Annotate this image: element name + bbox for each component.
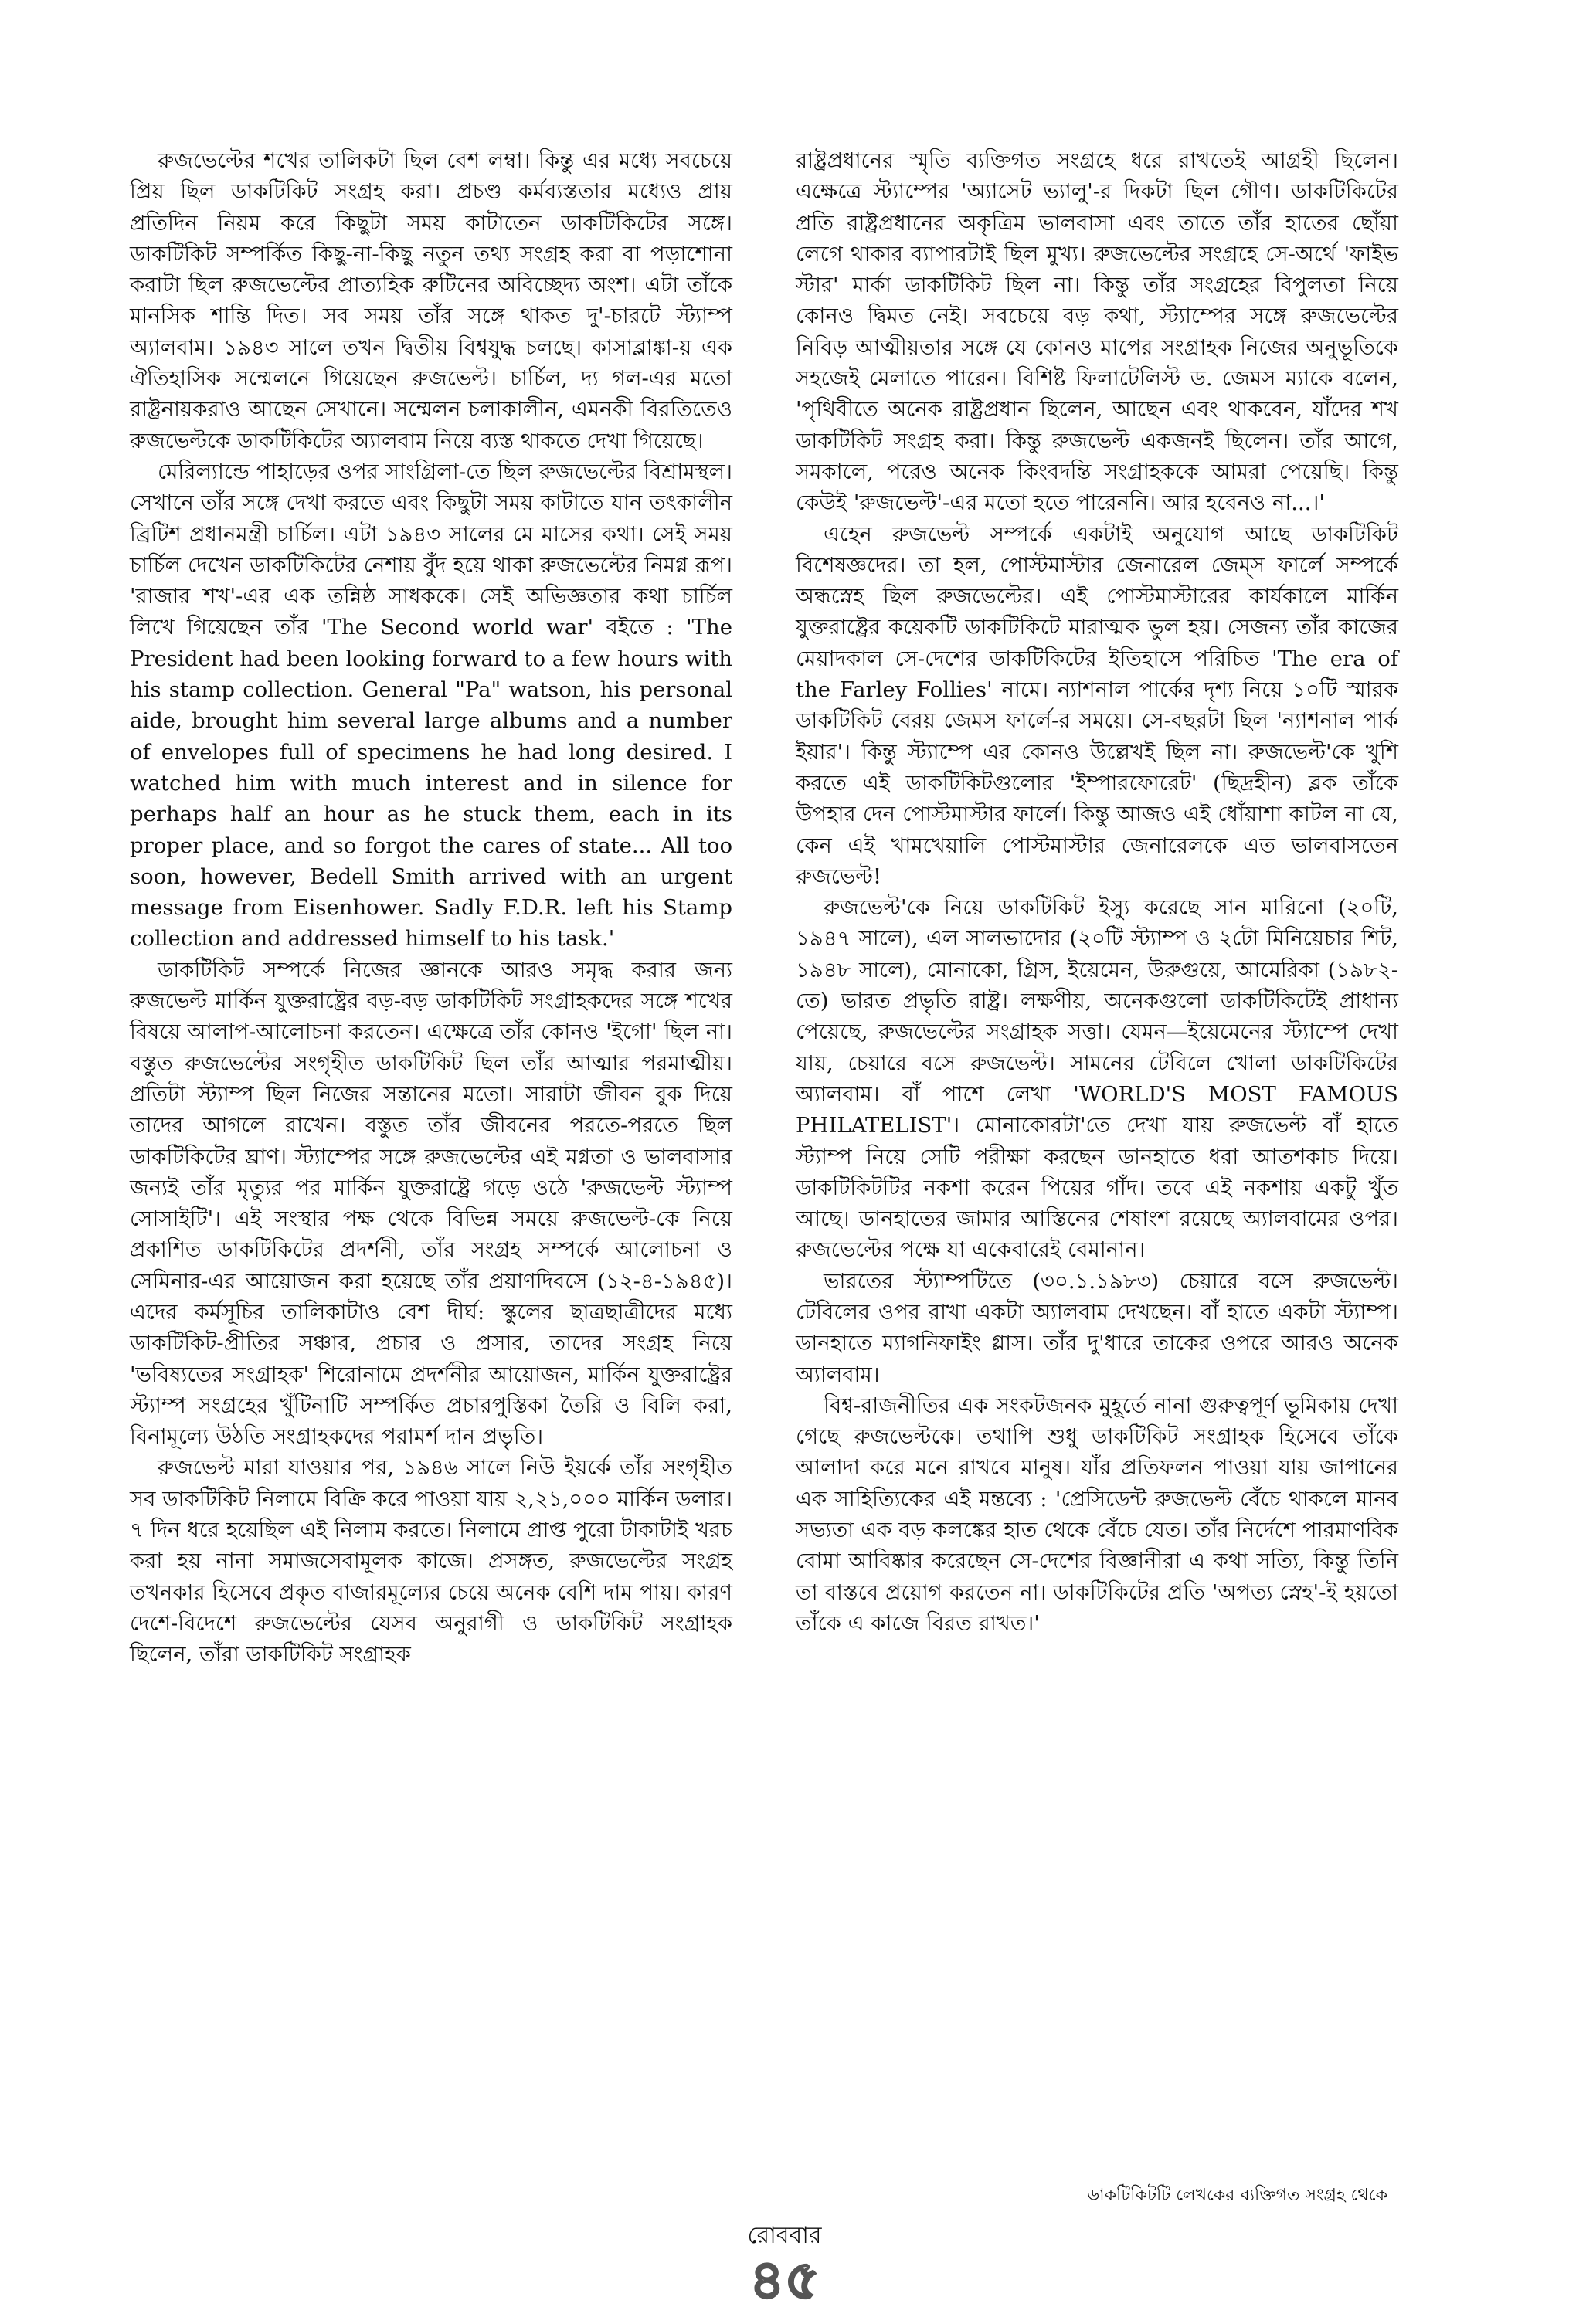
- magazine-name: রোববার: [747, 2222, 822, 2249]
- article-paragraph: এহেন রুজভেল্ট সম্পর্কে একটাই অনুযোগ আছে ডাকটিকিট বিশেষজ্ঞদের। তা হল, পোস্টমাস্টার জেনারেল জেম্‌স ফার্লে সম্পর্কে অন্ধস্নেহ ছিল রুজভেল্টের। এই পোস্টমাস্টারের কার্যকালে মার্কিন যুক্তরাষ্ট্রের কয়েকটি ডাকটিকিটে মারাত্মক ভুল হয়। সেজন্য তাঁর কাজের মেয়াদকাল সে-দেশের ডাকটিকিটের ইতিহাসে পরিচিত 'The era of the Farley Follies' নামে। ন্যাশনাল পার্কের দৃশ্য নিয়ে ১০টি স্মারক ডাকটিকিট বেরয় জেমস ফার্লে-র সময়ে। সে-বছরটা ছিল 'ন্যাশনাল পার্ক ইয়ার'। কিন্তু স্ট্যাম্পে এর কোনও উল্লেখই ছিল না। রুজভেল্ট'কে খুশি করতে এই ডাকটিকিটগুলোর 'ইম্পারফোরেট' (ছিদ্রহীন) ব্লক তাঁকে উপহার দেন পোস্টমাস্টার ফার্লে। কিন্তু আজও এই ধোঁয়াশা কাটল না যে, কেন এই খামখেয়ালি পোস্টমাস্টার জেনারেলকে এত ভালবাসতেন রুজভেল্ট!: [796, 521, 1398, 889]
- article-paragraph: রুজভেল্ট'কে নিয়ে ডাকটিকিট ইস্যু করেছে সান মারিনো (২০টি, ১৯৪৭ সালে), এল সালভাদোর (২০টি স্ট্যাম্প ও ২টো মিনিয়েচার শিট, ১৯৪৮ সালে), মোনাকো, গ্রিস, ইয়েমেন, উরুগুয়ে, আমেরিকা (১৯৮২-তে) ভারত প্রভৃতি রাষ্ট্র। লক্ষণীয়, অনেকগুলো ডাকটিকিটেই প্রাধান্য পেয়েছে, রুজভেল্টের সংগ্রাহক সত্তা। যেমন—ইয়েমেনের স্ট্যাম্পে দেখা যায়, চেয়ারে বসে রুজভেল্ট। সামনের টেবিলে খোলা ডাকটিকিটের অ্যালবাম। বাঁ পাশে লেখা 'WORLD'S MOST FAMOUS PHILATELIST'। মোনাকোরটা'তে দেখা যায় রুজভেল্ট বাঁ হাতে স্ট্যাম্প নিয়ে সেটি পরীক্ষা করছেন ডানহাতে ধরা আতশকাচ দিয়ে। ডাকটিকিটটির নকশা করেন পিয়ের গাঁদ। তবে এই নকশায় একটু খুঁত আছে। ডানহাতের জামার আস্তিনের শেষাংশ রয়েছে অ্যালবামের ওপর। রুজভেল্টের পক্ষে যা একেবারেই বেমানান।: [796, 895, 1398, 1263]
- article-paragraph: ভারতের স্ট্যাম্পটিতে (৩০.১.১৯৮৩) চেয়ারে বসে রুজভেল্ট। টেবিলের ওপর রাখা একটা অ্যালবাম দেখছেন। বাঁ হাতে একটা স্ট্যাম্প। ডানহাতে ম্যাগনিফাইং গ্লাস। তাঁর দু'ধারে তাকের ওপরে আরও অনেক অ্যালবাম।: [796, 1268, 1398, 1387]
- page-number: ৪৫: [749, 2248, 820, 2312]
- stamp-caption: ডাকটিকিটটি লেখকের ব্যক্তিগত সংগ্রহ থেকে: [1087, 2186, 1387, 2205]
- article-paragraph-continued: রাষ্ট্রপ্রধানের স্মৃতি ব্যক্তিগত সংগ্রহে ধরে রাখতেই আগ্রহী ছিলেন। এক্ষেত্রে স্ট্যাম্পের 'অ্যাসেট ভ্যালু'-র দিকটা ছিল গৌণ। ডাকটিকিটের প্রতি রাষ্ট্রপ্রধানের অকৃত্রিম ভালবাসা এবং তাতে তাঁর হাতের ছোঁয়া লেগে থাকার ব্যাপারটাই ছিল মুখ্য। রুজভেল্টের সংগ্রহে সে-অর্থে 'ফাইভ স্টার' মার্কা ডাকটিকিট ছিল না। কিন্তু তাঁর সংগ্রহের বিপুলতা নিয়ে কোনও দ্বিমত নেই। সবচেয়ে বড় কথা, স্ট্যাম্পের সঙ্গে রুজভেল্টের নিবিড় আত্মীয়তার সঙ্গে যে কোনও মাপের সংগ্রাহক নিজের অনুভূতিকে সহজেই মেলাতে পারেন। বিশিষ্ট ফিলাটেলিস্ট ড. জেমস ম্যাকে বলেন, 'পৃথিবীতে অনেক রাষ্ট্রপ্রধান ছিলেন, আছেন এবং থাকবেন, যাঁদের শখ ডাকটিকিট সংগ্রহ করা। কিন্তু রুজভেল্ট একজনই ছিলেন। তাঁর আগে, সমকালে, পরেও অনেক কিংবদন্তি সংগ্রাহককে আমরা পেয়েছি। কিন্তু কেউই 'রুজভেল্ট'-এর মতো হতে পারেননি। আর হবেনও না...।': [796, 148, 1398, 516]
- article-paragraph: রুজভেল্টের শখের তালিকটা ছিল বেশ লম্বা। কিন্তু এর মধ্যে সবচেয়ে প্রিয় ছিল ডাকটিকিট সংগ্রহ করা। প্রচণ্ড কর্মব্যস্ততার মধ্যেও প্রায় প্রতিদিন নিয়ম করে কিছুটা সময় কাটাতেন ডাকটিকিটের সঙ্গে। ডাকটিকিট সম্পর্কিত কিছু-না-কিছু নতুন তথ্য সংগ্রহ করা বা পড়াশোনা করাটা ছিল রুজভেল্টের প্রাত্যহিক রুটিনের অবিচ্ছেদ্য অংশ। এটা তাঁকে মানসিক শান্তি দিত। সব সময় তাঁর সঙ্গে থাকত দু'-চারটে স্ট্যাম্প অ্যালবাম। ১৯৪৩ সালে তখন দ্বিতীয় বিশ্বযুদ্ধ চলছে। কাসাব্লাঙ্কা-য় এক ঐতিহাসিক সম্মেলনে গিয়েছেন রুজভেল্ট। চার্চিল, দ্য গল-এর মতো রাষ্ট্রনায়করাও আছেন সেখানে। সম্মেলন চলাকালীন, এমনকী বিরতিতেও রুজভেল্টকে ডাকটিকিটের অ্যালবাম নিয়ে ব্যস্ত থাকতে দেখা গিয়েছে।: [130, 148, 732, 453]
- article-paragraph: ডাকটিকিট সম্পর্কে নিজের জ্ঞানকে আরও সমৃদ্ধ করার জন্য রুজভেল্ট মার্কিন যুক্তরাষ্ট্রের বড়-বড় ডাকটিকিট সংগ্রাহকদের সঙ্গে শখের বিষয়ে আলাপ-আলোচনা করতেন। এক্ষেত্রে তাঁর কোনও 'ইগো' ছিল না। বস্তুত রুজভেল্টের সংগৃহীত ডাকটিকিট ছিল তাঁর আত্মার পরমাত্মীয়। প্রতিটা স্ট্যাম্প ছিল নিজের সন্তানের মতো। সারাটা জীবন বুক দিয়ে তাদের আগলে রাখেন। বস্তুত তাঁর জীবনের পরতে-পরতে ছিল ডাকটিকিটের ঘ্রাণ। স্ট্যাম্পের সঙ্গে রুজভেল্টের এই মগ্নতা ও ভালবাসার জন্যই তাঁর মৃত্যুর পর মার্কিন যুক্তরাষ্ট্রে গড়ে ওঠে 'রুজভেল্ট স্ট্যাম্প সোসাইটি'। এই সংস্থার পক্ষ থেকে বিভিন্ন সময়ে রুজভেল্ট-কে নিয়ে প্রকাশিত ডাকটিকিটের প্রদর্শনী, তাঁর সংগ্রহ সম্পর্কে আলোচনা ও সেমিনার-এর আয়োজন করা হয়েছে তাঁর প্রয়াণদিবসে (১২-৪-১৯৪৫)। এদের কর্মসূচির তালিকাটাও বেশ দীর্ঘ: স্কুলের ছাত্রছাত্রীদের মধ্যে ডাকটিকিট-প্রীতির সঞ্চার, প্রচার ও প্রসার, তাদের সংগ্রহ নিয়ে 'ভবিষ্যতের সংগ্রাহক' শিরোনামে প্রদর্শনীর আয়োজন, মার্কিন যুক্তরাষ্ট্রের স্ট্যাম্প সংগ্রহের খুঁটিনাটি সম্পর্কিত প্রচারপুস্তিকা তৈরি ও বিলি করা, বিনামূল্যে উঠতি সংগ্রাহকদের পরামর্শ দান প্রভৃতি।: [130, 957, 732, 1450]
- article-paragraph: রুজভেল্ট মারা যাওয়ার পর, ১৯৪৬ সালে নিউ ইয়র্কে তাঁর সংগৃহীত সব ডাকটিকিট নিলামে বিক্রি করে পাওয়া যায় ২,২১,০০০ মার্কিন ডলার। ৭ দিন ধরে হয়েছিল এই নিলাম করতে। নিলামে প্রাপ্ত পুরো টাকাটাই খরচ করা হয় নানা সমাজসেবামূলক কাজে। প্রসঙ্গত, রুজভেল্টের সংগ্রহ তখনকার হিসেবে প্রকৃত বাজারমূল্যের চেয়ে অনেক বেশি দাম পায়। কারণ দেশে-বিদেশে রুজভেল্টের যেসব অনুরাগী ও ডাকটিকিট সংগ্রাহক ছিলেন, তাঁরা ডাকটিকিট সংগ্রাহক: [130, 1455, 732, 1668]
- right-column: [796, 145, 1398, 1639]
- article-paragraph: মেরিল্যান্ডে পাহাড়ের ওপর সাংগ্রিলা-তে ছিল রুজভেল্টের বিশ্রামস্থল। সেখানে তাঁর সঙ্গে দেখা করতে এবং কিছুটা সময় কাটাতে যান তৎকালীন ব্রিটিশ প্রধানমন্ত্রী চার্চিল। এটা ১৯৪৩ সালের মে মাসের কথা। সেই সময় চার্চিল দেখেন ডাকটিকিটের নেশায় বুঁদ হয়ে থাকা রুজভেল্টের নিমগ্ন রূপ। 'রাজার শখ'-এর এক তন্নিষ্ঠ সাধককে। সেই অভিজ্ঞতার কথা চার্চিল লিখে গিয়েছেন তাঁর 'The Second world war' বইতে : 'The President had been looking forward to a few hours with his stamp collection. General "Pa" watson, his personal aide, brought him several large albums and a number of envelopes full of specimens he had long desired. I watched him with much interest and in silence for perhaps half an hour as he stuck them, each in its proper place, and so forgot the cares of state... All too soon, however, Bedell Smith arrived with an urgent message from Eisenhower. Sadly F.D.R. left his Stamp collection and addressed himself to his task.': [130, 459, 732, 952]
- left-column: [130, 145, 732, 1671]
- article-paragraph: বিশ্ব-রাজনীতির এক সংকটজনক মুহূর্তে নানা গুরুত্বপূর্ণ ভূমিকায় দেখা গেছে রুজভেল্টকে। তথাপি শুধু ডাকটিকিট সংগ্রাহক হিসেবে তাঁকে আলাদা করে মনে রাখবে মানুষ। যাঁর প্রতিফলন পাওয়া যায় জাপানের এক সাহিত্যিকের এই মন্তব্যে : 'প্রেসিডেন্ট রুজভেল্ট বেঁচে থাকলে মানব সভ্যতা এক বড় কলঙ্কের হাত থেকে বেঁচে যেত। তাঁর নির্দেশে পারমাণবিক বোমা আবিষ্কার করেছেন সে-দেশের বিজ্ঞানীরা এ কথা সত্যি, কিন্তু তিনি তা বাস্তবে প্রয়োগ করতেন না। ডাকটিকিটের প্রতি 'অপত্য স্নেহ'-ই হয়তো তাঁকে এ কাজে বিরত রাখত।': [796, 1393, 1398, 1636]
